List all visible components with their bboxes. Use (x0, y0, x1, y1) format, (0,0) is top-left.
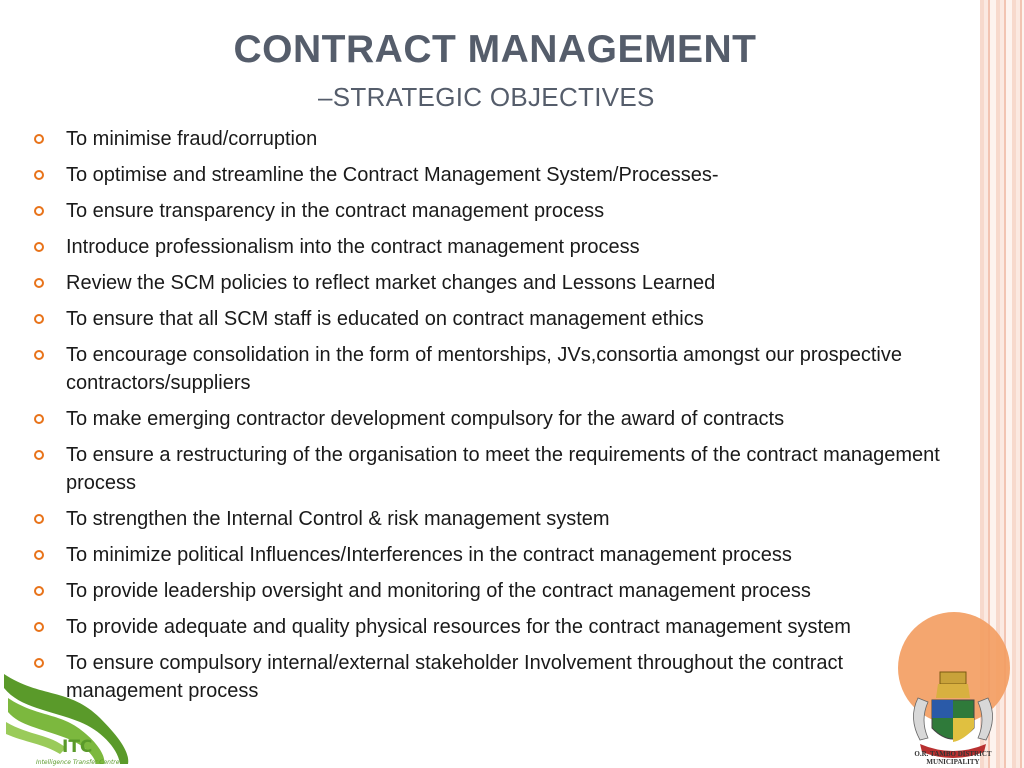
list-item (34, 341, 964, 397)
bullet-icon (34, 550, 44, 560)
objective-text: To make emerging contractor development compulsory for the award of contracts (66, 408, 785, 430)
bullet-icon (34, 350, 44, 360)
objective-text: To ensure that all SCM staff is educated on contract management ethics (66, 308, 704, 330)
list-item (34, 649, 964, 705)
slide-title: CONTRACT MANAGEMENT (233, 28, 757, 71)
bullet-icon (34, 170, 44, 180)
list-item (34, 269, 964, 297)
slide-subtitle: –STRATEGIC OBJECTIVES (318, 82, 655, 112)
list-item (34, 541, 964, 569)
list-item (34, 441, 964, 497)
itc-logo-tagline: Intelligence Transfer Centre (36, 759, 120, 766)
bullet-icon (34, 450, 44, 460)
bullet-icon (34, 622, 44, 632)
list-item (34, 613, 964, 641)
objective-text: Review the SCM policies to reflect market changes and Lessons Learned (66, 272, 716, 294)
list-item (34, 125, 964, 153)
objective-text: To ensure compulsory internal/external stakeholder Involvement throughout the contract management process (66, 652, 844, 702)
objective-text: To minimize political Influences/Interferences in the contract management process (66, 544, 792, 566)
bullet-icon (34, 206, 44, 216)
list-item (34, 305, 964, 333)
bullet-icon (34, 586, 44, 596)
itc-logo (0, 668, 140, 768)
municipality-caption: O.R. TAMBO DISTRICT MUNICIPALITY (914, 750, 992, 766)
bullet-icon (34, 414, 44, 424)
objective-text: Introduce professionalism into the contract management process (66, 236, 640, 258)
objective-text: To encourage consolidation in the form of mentorships, JVs,consortia amongst our prospective contractors/suppliers (66, 344, 902, 394)
bullet-icon (34, 314, 44, 324)
objective-text: To provide adequate and quality physical resources for the contract management system (66, 616, 851, 638)
list-item (34, 197, 964, 225)
objective-text: To strengthen the Internal Control & risk management system (66, 508, 610, 530)
list-item (34, 233, 964, 261)
bullet-icon (34, 242, 44, 252)
list-item (34, 505, 964, 533)
objectives-list (34, 125, 964, 713)
list-item (34, 161, 964, 189)
objective-text: To provide leadership oversight and monitoring of the contract management process (66, 580, 811, 602)
itc-logo-name: ITC (62, 737, 93, 757)
objective-text: To ensure transparency in the contract management process (66, 200, 605, 222)
objective-text: To ensure a restructuring of the organisation to meet the requirements of the contract management process (66, 444, 940, 494)
list-item (34, 577, 964, 605)
objective-text: To optimise and streamline the Contract Management System/Processes- (66, 164, 719, 186)
bullet-icon (34, 134, 44, 144)
bullet-icon (34, 514, 44, 524)
bullet-icon (34, 278, 44, 288)
objective-text: To minimise fraud/corruption (66, 128, 318, 150)
list-item (34, 405, 964, 433)
bullet-icon (34, 658, 44, 668)
